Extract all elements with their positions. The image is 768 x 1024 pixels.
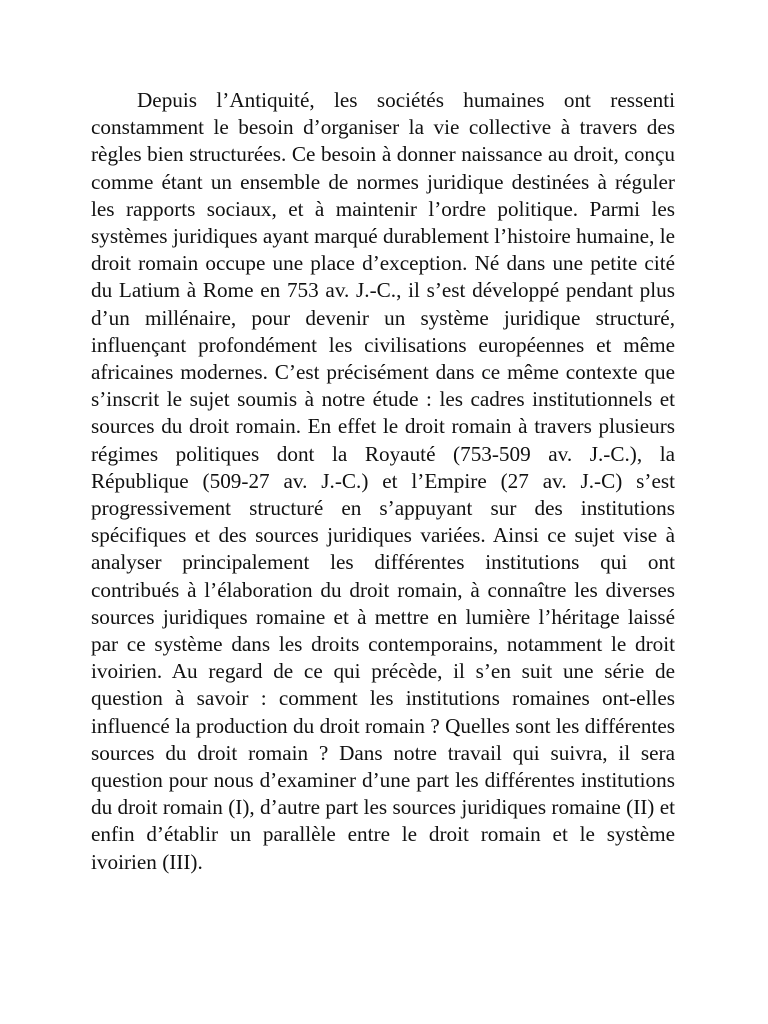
body-paragraph: Depuis l’Antiquité, les sociétés humaines ont ressenti constamment le besoin d’organiser la vie collective à travers des règles bien structurées. Ce besoin à donner naissance au droit, conçu comme étant un ensemble de normes juridique destinées à réguler les rapports sociaux, et à maintenir l’ordre politique. Parmi les systèmes juridiques ayant marqué durablement l’histoire humaine, le droit romain occupe une place d’exception. Né dans une petite cité du Latium à Rome en 753 av. J.-C., il s’est développé pendant plus d’un millénaire, pour devenir un système juridique structuré, influençant profondément les civilisations européennes et même africaines modernes. C’est précisément dans ce même contexte que s’inscrit le sujet soumis à notre étude : les cadres institutionnels et sources du droit romain. En effet le droit romain à travers plusieurs régimes politiques dont la Royauté (753-509 av. J.-C.), la République (509-27 av. J.-C.) et l’Empire (27 av. J.-C) s’est progressivement structuré en s’appuyant sur des institutions spécifiques et des sources juridiques variées. Ainsi ce sujet vise à analyser principalement les différentes institutions qui ont contribués à l’élaboration du droit romain, à connaître les diverses sources juridiques romaine et à mettre en lumière l’héritage laissé par ce système dans les droits contemporains, notamment le droit ivoirien. Au regard de ce qui précède, il s’en suit une série de question à savoir : comment les institutions romaines ont-elles influencé la production du droit romain ? Quelles sont les différentes sources du droit romain ? Dans notre travail qui suivra, il sera question pour nous d’examiner d’une part les différentes institutions du droit romain (I), d’autre part les sources juridiques romaine (II) et enfin d’établir un parallèle entre le droit romain et le système ivoirien (III). (91, 88, 675, 874)
